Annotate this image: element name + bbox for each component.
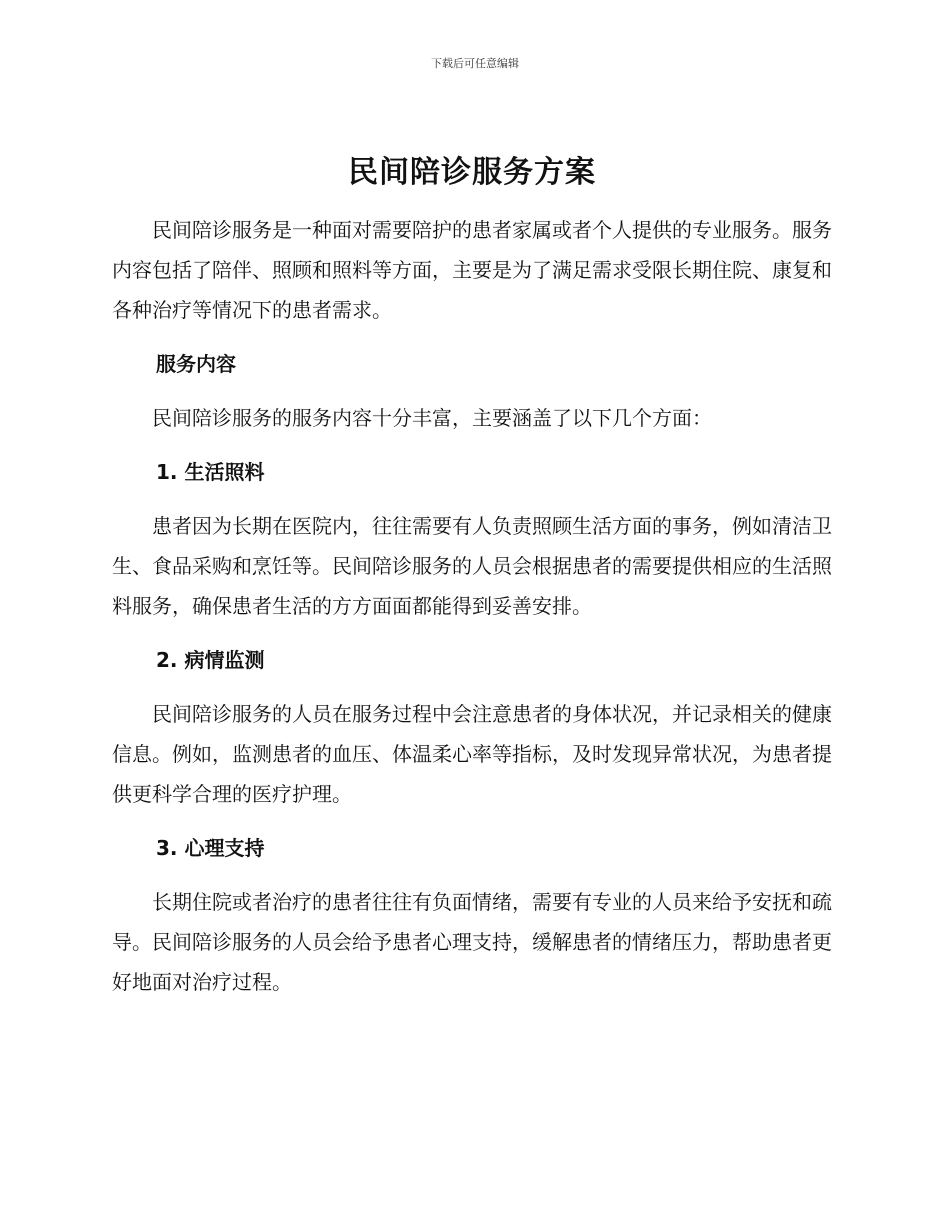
item-heading: 3. 心理支持 [156, 836, 265, 860]
section-heading: 服务内容 [156, 352, 236, 376]
item-heading: 1. 生活照料 [156, 460, 265, 484]
document-content [112, 150, 832, 1002]
item-paragraph: 民间陪诊服务的人员在服务过程中会注意患者的身体状况，并记录相关的健康信息。例如，监测患者的血压、体温柔心率等指标，及时发现异常状况，为患者提供更科学合理的医疗护理。 [112, 702, 832, 806]
item-heading: 2. 病情监测 [156, 648, 265, 672]
section-intro-paragraph: 民间陪诊服务的服务内容十分丰富，主要涵盖了以下几个方面： [152, 406, 712, 430]
item-block-2 [112, 640, 832, 814]
document-title: 民间陪诊服务方案 [348, 155, 596, 190]
item-block-1 [112, 452, 832, 626]
item-paragraph: 患者因为长期在医院内，往往需要有人负责照顾生活方面的事务，例如清洁卫生、食品采购和烹饪等。民间陪诊服务的人员会根据患者的需要提供相应的生活照料服务，确保患者生活的方方面面都能得到妥善安排。 [112, 514, 832, 618]
header-note: 下载后可任意编辑 [431, 57, 519, 70]
intro-paragraph: 民间陪诊服务是一种面对需要陪护的患者家属或者个人提供的专业服务。服务内容包括了陪伴、照顾和照料等方面，主要是为了满足需求受限长期住院、康复和各种治疗等情况下的患者需求。 [112, 218, 832, 322]
item-paragraph: 长期住院或者治疗的患者往往有负面情绪，需要有专业的人员来给予安抚和疏导。民间陪诊服务的人员会给予患者心理支持，缓解患者的情绪压力，帮助患者更好地面对治疗过程。 [112, 890, 832, 994]
item-block-3 [112, 828, 832, 1002]
